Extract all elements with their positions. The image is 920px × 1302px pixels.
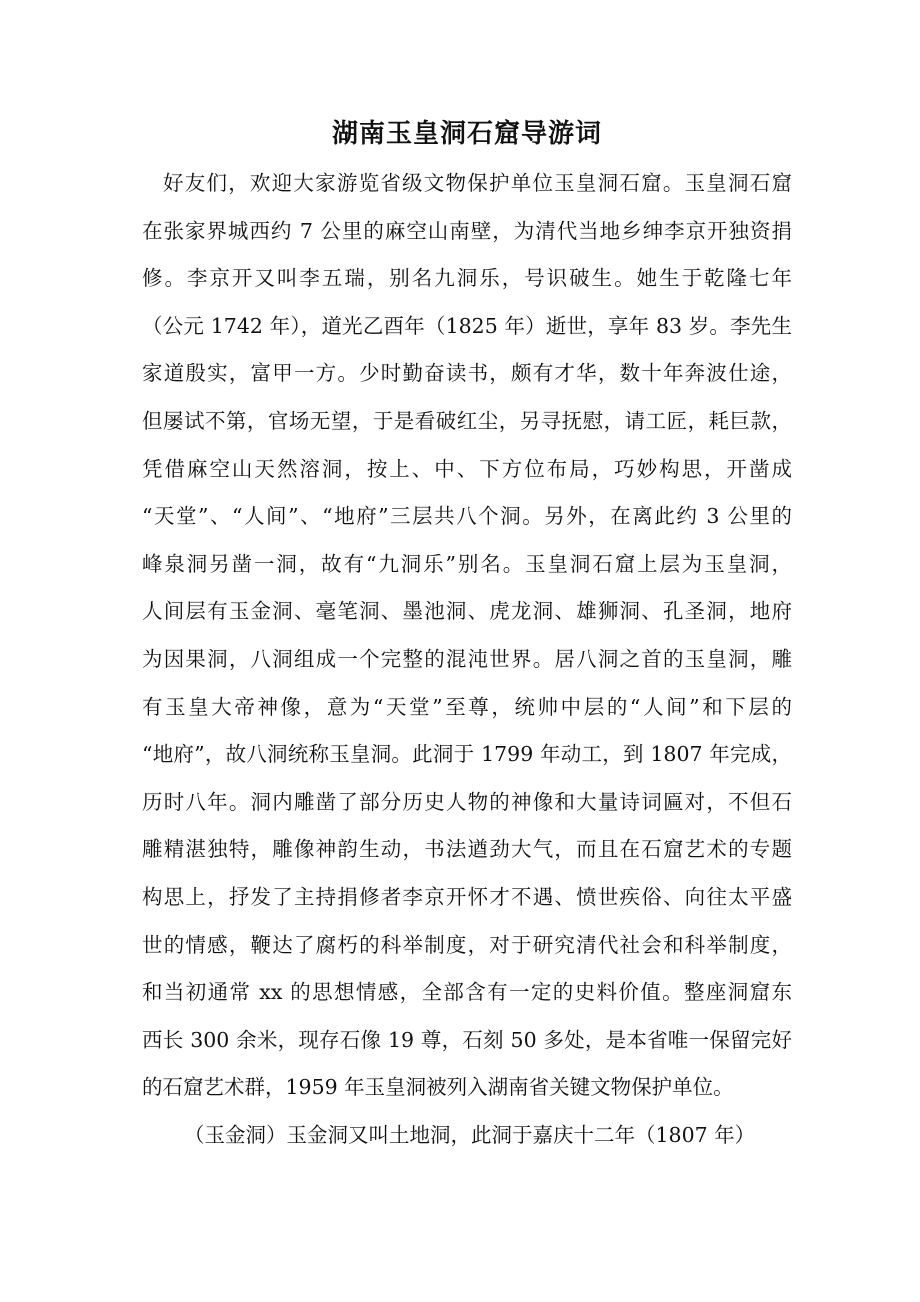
text-line: 构思上，抒发了主持捐修者李京开怀才不遇、愤世疾俗、向往太平盛 [142,884,792,909]
text-line: “地府”，故八洞统称玉皇洞。此洞于 1799 年动工，到 1807 年完成， [142,742,792,767]
text-line: 和当初通常 xx 的思想情感，全部含有一定的史料价值。整座洞窟东 [142,980,792,1005]
text-line: 的石窟艺术群，1959 年玉皇洞被列入湖南省关键文物保护单位。 [142,1075,734,1100]
text-line: 世的情感，鞭达了腐朽的科举制度，对于研究清代社会和科举制度， [142,932,792,957]
document-page [142,112,792,1159]
text-line: （公元 1742 年），道光乙酉年（1825 年）逝世，享年 83 岁。李先生 [142,313,792,338]
text-line: 在张家界城西约 7 公里的麻空山南壁，为清代当地乡绅李京开独资捐 [142,218,792,243]
text-line: 修。李京开又叫李五瑞，别名九洞乐，号识破生。她生于乾隆七年 [142,266,792,291]
text-line: 峰泉洞另凿一洞，故有“九洞乐”别名。玉皇洞石窟上层为玉皇洞， [142,551,792,576]
document-title: 湖南玉皇洞石窟导游词 [331,119,602,149]
body-text [142,160,792,1159]
text-line: 有玉皇大帝神像，意为“天堂”至尊，统帅中层的“人间”和下层的 [142,694,792,719]
text-line: 凭借麻空山天然溶洞，按上、中、下方位布局，巧妙构思，开凿成 [142,456,792,481]
text-line: 西长 300 余米，现存石像 19 尊，石刻 50 多处，是本省唯一保留完好 [142,1027,792,1052]
text-line: 家道殷实，富甲一方。少时勤奋读书，颇有才华，数十年奔波仕途， [142,361,792,386]
text-line: 雕精湛独特，雕像神韵生动，书法遒劲大气，而且在石窟艺术的专题 [142,837,792,862]
text-line: 为因果洞，八洞组成一个完整的混沌世界。居八洞之首的玉皇洞，雕 [142,646,792,671]
text-line: “天堂”、“人间”、“地府”三层共八个洞。另外，在离此约 3 公里的 [142,504,792,529]
text-line: 但屡试不第，官场无望，于是看破红尘，另寻抚慰，请工匠，耗巨款， [142,408,792,433]
text-line: （玉金洞）玉金洞又叫土地洞，此洞于嘉庆十二年（1807 年） [184,1122,756,1147]
text-line: 人间层有玉金洞、毫笔洞、墨池洞、虎龙洞、雄狮洞、孔圣洞，地府 [142,599,792,624]
text-line: 好友们，欢迎大家游览省级文物保护单位玉皇洞石窟。玉皇洞石窟 [163,171,792,195]
text-line: 历时八年。洞内雕凿了部分历史人物的神像和大量诗词匾对，不但石 [142,789,792,814]
